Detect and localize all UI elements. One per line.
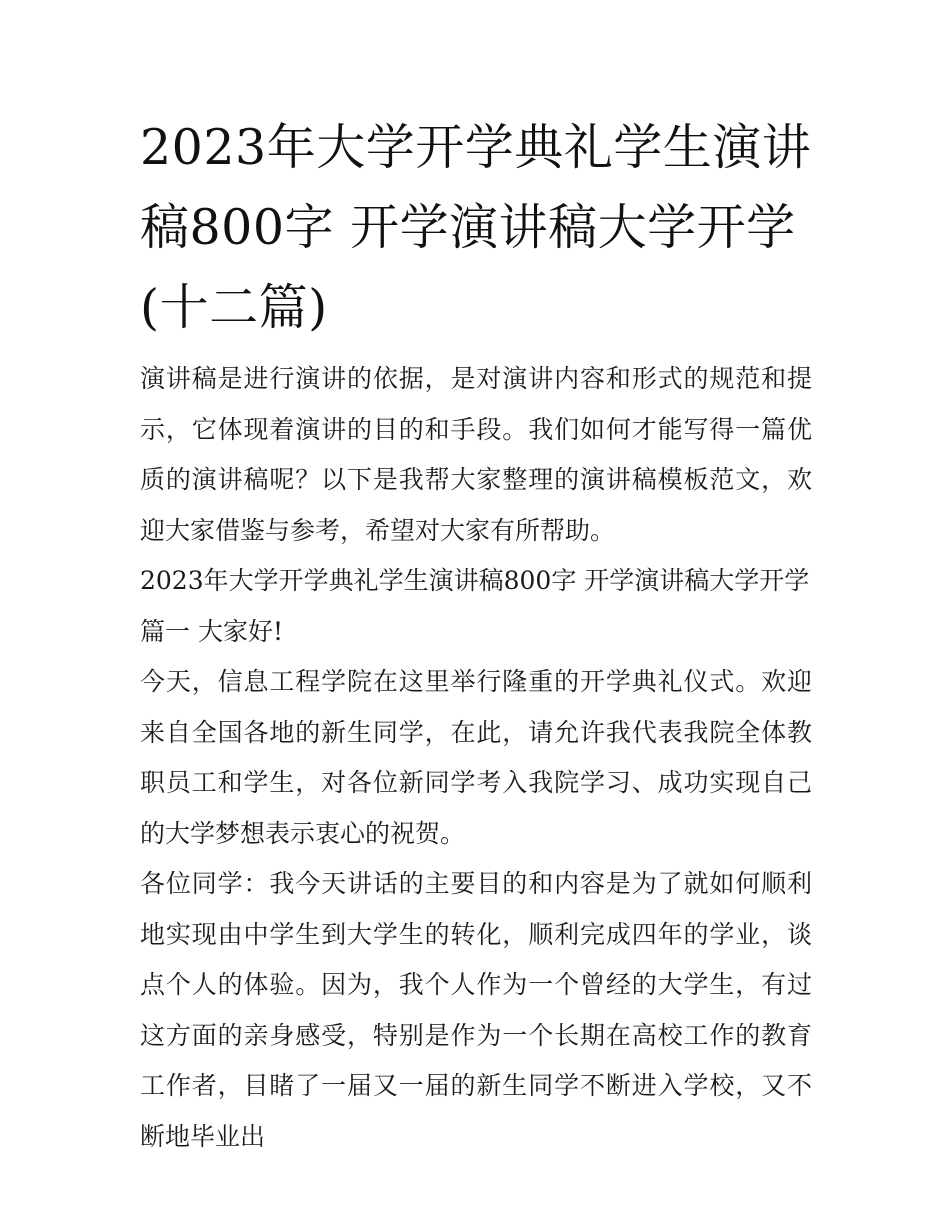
- paragraph-purpose: 各位同学：我今天讲话的主要目的和内容是为了就如何顺利地实现由中学生到大学生的转化，顺利完成四年的学业，谈点个人的体验。因为，我个人作为一个曾经的大学生，有过这方面的亲身感受，特别是作为一个长期在高校工作的教育工作者，目睹了一届又一届的新生同学不断进入学校，又不断地毕业出: [140, 869, 812, 1151]
- paragraph-section-heading: 2023年大学开学典礼学生演讲稿800字 开学演讲稿大学开学篇一 大家好!: [140, 566, 810, 646]
- document-title: 2023年大学开学典礼学生演讲稿800字 开学演讲稿大学开学(十二篇): [140, 119, 812, 336]
- paragraph-welcome: 今天，信息工程学院在这里举行隆重的开学典礼仪式。欢迎来自全国各地的新生同学，在此，请允许我代表我院全体教职员工和学生，对各位新同学考入我院学习、成功实现自己的大学梦想表示衷心的祝贺。: [140, 667, 812, 848]
- document-body: [140, 108, 812, 1162]
- paragraph-intro: 演讲稿是进行演讲的依据，是对演讲内容和形式的规范和提示，它体现着演讲的目的和手段。我们如何才能写得一篇优质的演讲稿呢？以下是我帮大家整理的演讲稿模板范文，欢迎大家借鉴与参考，希望对大家有所帮助。: [140, 364, 812, 545]
